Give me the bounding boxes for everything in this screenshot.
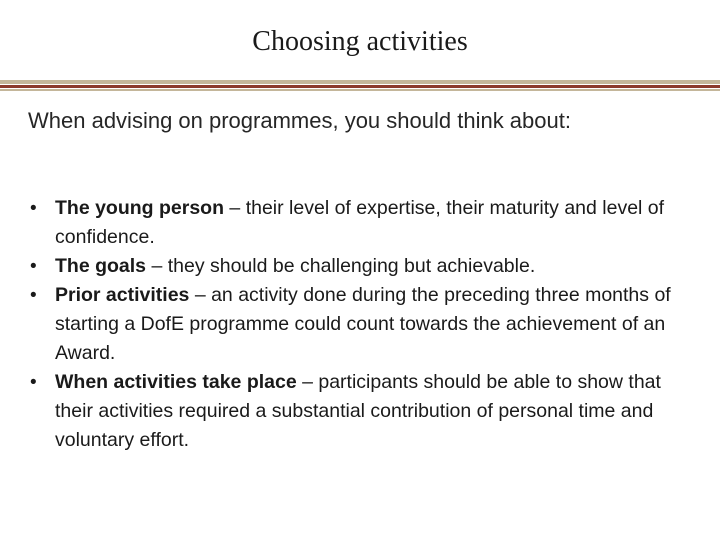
title-divider-middle xyxy=(0,85,720,88)
bullet-term: Prior activities xyxy=(55,284,190,306)
bullet-item-young-person xyxy=(28,194,696,252)
bullet-text: – participants should be able to show that their activities required a substantial contribution of personal time and voluntary effort. xyxy=(55,371,661,451)
title-divider-bottom xyxy=(0,89,720,91)
bullet-text: – their level of expertise, their maturity and level of confidence. xyxy=(55,197,665,248)
intro-text: When advising on programmes, you should think about: xyxy=(28,108,571,133)
bullet-list xyxy=(28,194,696,455)
bullet-icon: • xyxy=(30,372,37,393)
bullet-item-goals xyxy=(28,252,696,281)
bullet-icon: • xyxy=(30,256,37,277)
bullet-term: The goals xyxy=(55,255,147,277)
bullet-item-when-activities xyxy=(28,368,696,455)
bullet-term: When activities take place xyxy=(55,371,297,393)
slide-title: Choosing activities xyxy=(252,26,468,57)
bullet-item-prior-activities xyxy=(28,281,696,368)
bullet-icon: • xyxy=(30,285,37,306)
bullet-term: The young person xyxy=(55,197,225,219)
bullet-text: – an activity done during the preceding three months of starting a DofE programme could count towards the achievement of an Award. xyxy=(55,284,671,364)
bullet-icon: • xyxy=(30,198,37,219)
bullet-text: – they should be challenging but achievable. xyxy=(146,255,536,277)
title-divider-top xyxy=(0,80,720,84)
